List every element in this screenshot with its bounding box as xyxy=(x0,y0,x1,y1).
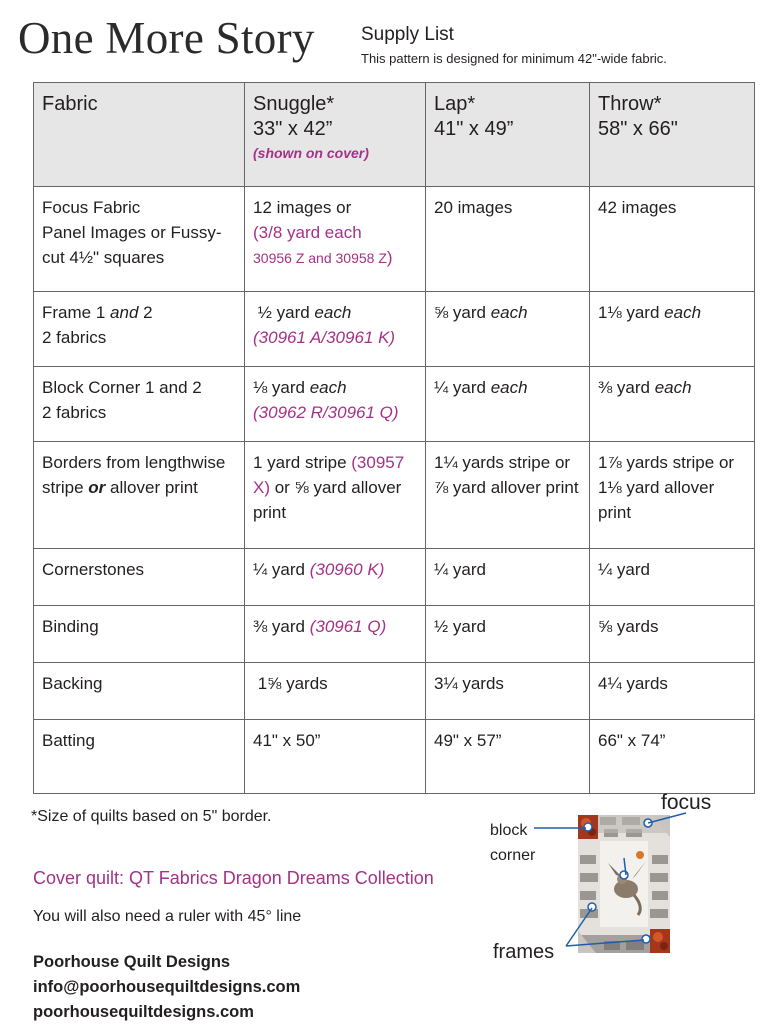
cell-snuggle xyxy=(245,367,426,442)
row-label xyxy=(34,187,245,292)
column-size: 33" x 42” xyxy=(253,118,333,140)
cell-text: ½ yard xyxy=(253,303,315,322)
table-row-backing xyxy=(34,663,755,720)
cell-text: ⅝ yard xyxy=(434,303,491,322)
column-size: 41" x 49” xyxy=(434,118,514,140)
cell-throw: ¼ yard xyxy=(590,549,755,606)
row-label xyxy=(34,292,245,367)
cell-throw xyxy=(590,292,755,367)
cell-lap: 20 images xyxy=(426,187,590,292)
fabric-code: (30961 A/30961 K) xyxy=(253,328,396,347)
cell-throw: 42 images xyxy=(590,187,755,292)
cell-text: each xyxy=(314,303,352,322)
table-row-batting xyxy=(34,720,755,794)
cell-text: 1⅛ yard xyxy=(598,303,665,322)
cell-snuggle xyxy=(245,187,426,292)
row-label-line: 2 fabrics xyxy=(42,403,107,422)
row-label-text: Borders from lengthwise stripe xyxy=(42,453,231,497)
row-label-line: 2 fabrics xyxy=(42,328,107,347)
table-row-focus xyxy=(34,187,755,292)
table-row-binding xyxy=(34,606,755,663)
fabric-code: ) xyxy=(386,248,393,267)
row-label xyxy=(34,367,245,442)
cell-lap: ¼ yard xyxy=(426,549,590,606)
row-label-text: 2 xyxy=(138,303,153,322)
cell-text: each xyxy=(664,303,702,322)
contact-block xyxy=(33,950,300,1024)
column-size: 58" x 66" xyxy=(598,118,678,140)
column-name: Snuggle* xyxy=(253,93,335,115)
row-label-line: Panel Images or Fussy-cut 4½" squares xyxy=(42,223,222,267)
row-label-text: allover print xyxy=(105,478,198,497)
row-label-text: Frame 1 xyxy=(42,303,111,322)
company-name: Poorhouse Quilt Designs xyxy=(33,953,231,971)
table-header-row xyxy=(34,83,755,187)
row-label xyxy=(34,442,245,549)
label-block-corner xyxy=(490,818,535,868)
row-label: Binding xyxy=(34,606,245,663)
column-name: Lap* xyxy=(434,93,476,115)
row-label-text: or xyxy=(88,478,106,497)
cell-text: each xyxy=(490,378,528,397)
cell-text: ⅜ yard xyxy=(253,617,310,636)
fabric-code: 30956 Z and 30958 Z xyxy=(253,250,387,266)
cell-snuggle xyxy=(245,549,426,606)
cell-snuggle: 41" x 50” xyxy=(245,720,426,794)
cell-text: ⅜ yard xyxy=(598,378,655,397)
row-label-line: Block Corner 1 and 2 xyxy=(42,378,202,397)
table-row-borders xyxy=(34,442,755,549)
ruler-note: You will also need a ruler with 45° line xyxy=(33,908,302,925)
table-row-frame xyxy=(34,292,755,367)
column-header-throw xyxy=(590,83,755,187)
label-line: block xyxy=(490,822,528,839)
fabric-code: (30961 Q) xyxy=(309,617,387,636)
cell-text: each xyxy=(309,378,347,397)
cell-text: ¼ yard xyxy=(434,378,491,397)
cell-text: ⅛ yard xyxy=(253,378,310,397)
fabric-code: (30957 X) xyxy=(253,453,405,497)
cell-throw: 66" x 74” xyxy=(590,720,755,794)
column-header-lap xyxy=(426,83,590,187)
cell-lap: 3¼ yards xyxy=(426,663,590,720)
fabric-code: (3/8 yard each xyxy=(253,223,362,242)
row-label: Cornerstones xyxy=(34,549,245,606)
fabric-code: (30960 K) xyxy=(309,560,385,579)
supply-list-heading: Supply List xyxy=(361,24,454,45)
cell-lap: 1¼ yards stripe or ⅞ yard allover print xyxy=(426,442,590,549)
cell-throw xyxy=(590,367,755,442)
cell-text: 12 images or xyxy=(253,198,352,217)
column-name: Throw* xyxy=(598,93,662,115)
fabric-width-note: This pattern is designed for minimum 42"-wide fabric. xyxy=(361,51,667,66)
row-label-line: Focus Fabric xyxy=(42,198,141,217)
cell-lap: 49" x 57” xyxy=(426,720,590,794)
label-focus: focus xyxy=(661,791,712,814)
pattern-title: One More Story xyxy=(18,13,315,63)
cell-text: ¼ yard xyxy=(253,560,310,579)
cell-lap xyxy=(426,367,590,442)
label-frames: frames xyxy=(493,941,555,963)
cell-throw: 1⅞ yards stripe or 1⅛ yard allover print xyxy=(590,442,755,549)
cell-text: each xyxy=(490,303,528,322)
table-row-block-corner xyxy=(34,367,755,442)
cell-text: or ⅝ yard allover print xyxy=(253,478,407,522)
contact-email: info@poorhousequiltdesigns.com xyxy=(33,978,301,996)
quilt-block-diagram xyxy=(578,815,670,953)
label-line: corner xyxy=(490,847,536,864)
cell-snuggle xyxy=(245,606,426,663)
cell-lap xyxy=(426,292,590,367)
column-header-snuggle xyxy=(245,83,426,187)
cell-snuggle: 1⅝ yards xyxy=(245,663,426,720)
column-header-fabric xyxy=(34,83,245,187)
cell-text: 1 yard stripe xyxy=(253,453,352,472)
cell-snuggle xyxy=(245,292,426,367)
cell-snuggle xyxy=(245,442,426,549)
cover-quilt-note: Cover quilt: QT Fabrics Dragon Dreams Collection xyxy=(33,868,434,888)
quilt-size-footnote: *Size of quilts based on 5" border. xyxy=(31,808,272,825)
column-name: Fabric xyxy=(42,93,98,115)
cell-throw: ⅝ yards xyxy=(590,606,755,663)
supply-table xyxy=(33,82,755,794)
contact-website: poorhousequiltdesigns.com xyxy=(33,1003,254,1021)
row-label: Batting xyxy=(34,720,245,794)
shown-on-cover-note: (shown on cover) xyxy=(253,145,369,161)
cell-text: each xyxy=(654,378,692,397)
table-row-cornerstones xyxy=(34,549,755,606)
row-label: Backing xyxy=(34,663,245,720)
cell-lap: ½ yard xyxy=(426,606,590,663)
cell-throw: 4¼ yards xyxy=(590,663,755,720)
row-label-text: and xyxy=(110,303,139,322)
fabric-code: (30962 R/30961 Q) xyxy=(253,403,399,422)
